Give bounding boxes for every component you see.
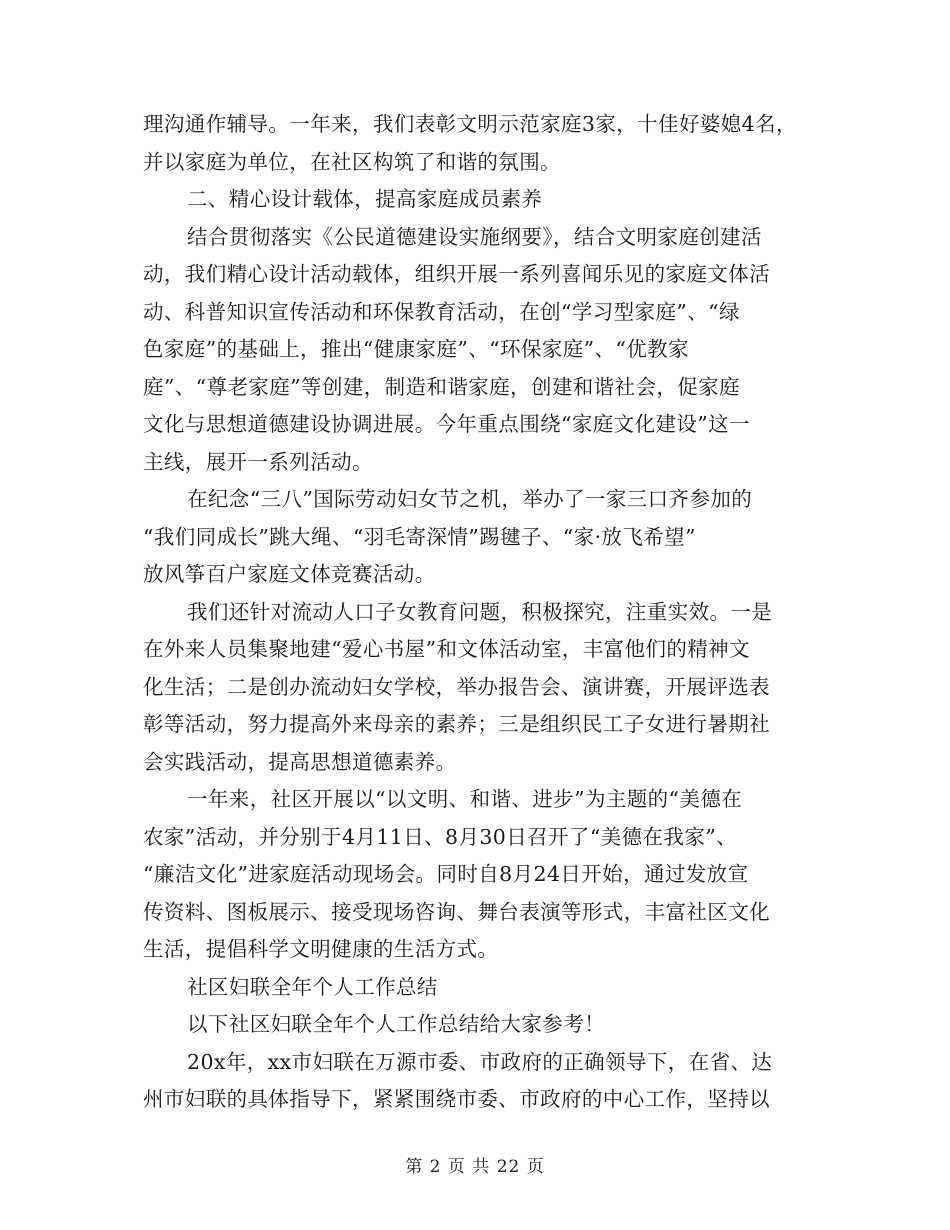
text-line: 文化与思想道德建设协调进展。今年重点围绕“家庭文化建设”这一: [143, 412, 750, 436]
text-line: 庭”、“尊老家庭”等创建，制造和谐家庭，创建和谐社会，促家庭: [143, 374, 740, 399]
text-line: 以下社区妇联全年个人工作总结给大家参考！: [187, 1012, 605, 1036]
document-body: [143, 106, 808, 1119]
text-line: 在外来人员集聚地建“爱心书屋”和文体活动室，丰富他们的精神文: [143, 637, 750, 661]
text-line: 动，我们精心设计活动载体，组织开展一系列喜闻乐见的家庭文体活: [143, 262, 770, 286]
text-line: 并以家庭为单位，在社区构筑了和谐的氛围。: [143, 149, 561, 174]
text-line: 生活，提倡科学文明健康的生活方式。: [143, 937, 499, 961]
text-line: 结合贯彻落实《公民道德建设实施纲要》，结合文明家庭创建活: [187, 224, 762, 249]
text-line: 动、科普知识宣传活动和环保教育活动，在创“学习型家庭”、“绿: [143, 299, 740, 324]
section-heading: 二、精心设计载体，提高家庭成员素养: [187, 187, 543, 211]
text-line: 放风筝百户家庭文体竞赛活动。: [143, 562, 436, 586]
text-line: 20x年，xx市妇联在万源市委、市政府的正确领导下，在省、达: [187, 1049, 773, 1074]
text-line: 理沟通作辅导。一年来，我们表彰文明示范家庭3家，十佳好婆媳4名，: [143, 112, 797, 136]
text-line: “廉洁文化”进家庭活动现场会。同时自8月24日开始，通过发放宣: [143, 862, 749, 886]
text-line: 主线，展开一系列活动。: [143, 449, 373, 474]
text-line: 会实践活动，提高思想道德素养。: [143, 749, 457, 774]
text-line: 在纪念“三八”国际劳动妇女节之机，举办了一家三口齐参加的: [187, 487, 753, 511]
text-line: 我们还针对流动人口子女教育问题，积极探究，注重实效。一是: [187, 599, 773, 624]
text-line: 彰等活动，努力提高外来母亲的素养；三是组织民工子女进行暑期社: [143, 712, 770, 736]
text-line: 一年来，社区开展以“以文明、和谐、进步”为主题的“美德在: [187, 787, 743, 811]
text-line: 州市妇联的具体指导下，紧紧围绕市委、市政府的中心工作，坚持以: [143, 1087, 770, 1111]
text-line: 色家庭”的基础上，推出“健康家庭”、“环保家庭”、“优教家: [143, 337, 689, 361]
text-line: 农家”活动，并分别于4月11日、8月30日召开了“美德在我家”、: [143, 824, 737, 849]
page-number-footer: 第 2 页 共 22 页: [405, 1157, 545, 1177]
text-line: 传资料、图板展示、接受现场咨询、舞台表演等形式，丰富社区文化: [143, 899, 770, 924]
text-line: 化生活；二是创办流动妇女学校，举办报告会、演讲赛，开展评选表: [143, 674, 770, 699]
text-line: “我们同成长”跳大绳、“羽毛寄深情”踢毽子、“家·放飞希望”: [143, 524, 696, 549]
document-title: 社区妇联全年个人工作总结: [187, 974, 438, 999]
